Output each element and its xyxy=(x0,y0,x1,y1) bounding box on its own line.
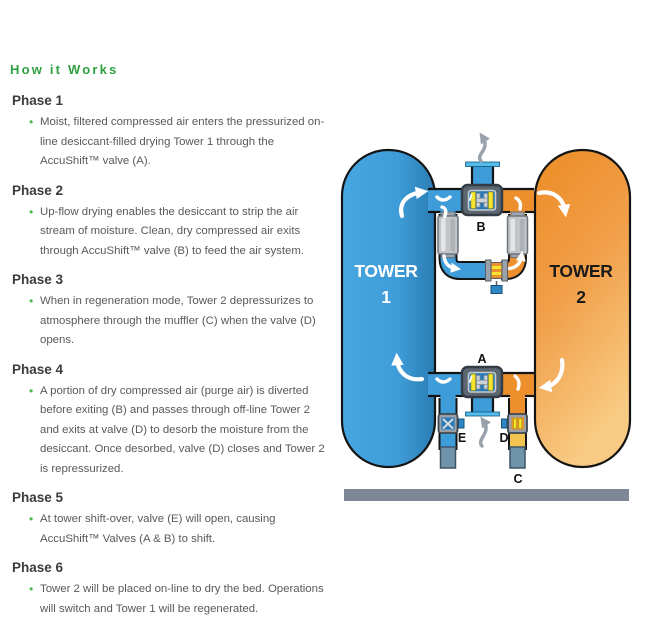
muffler-c-label: C xyxy=(513,472,523,486)
bullet-icon: • xyxy=(29,204,34,219)
purge-exhaust-arrow xyxy=(481,421,486,446)
page-title: How it Works xyxy=(10,62,119,77)
phase-2-title: Phase 2 xyxy=(12,182,64,198)
solenoid-tab-d xyxy=(502,419,508,428)
phase-3-row xyxy=(12,292,332,351)
exhaust-flange-bottom xyxy=(466,412,500,416)
muffler-left xyxy=(441,447,456,468)
valve-a-label: A xyxy=(477,352,487,366)
purge-orifice-valve xyxy=(486,260,508,294)
phase-4-section xyxy=(12,362,332,480)
tower-2-number: 2 xyxy=(576,287,586,307)
bullet-icon: • xyxy=(29,512,34,526)
tower-1-vessel xyxy=(342,150,435,467)
phase-4-title: Phase 4 xyxy=(12,361,64,377)
phase-6-row xyxy=(12,580,332,619)
accushift-valve-b xyxy=(462,162,502,215)
phase-5-title: Phase 5 xyxy=(12,490,64,505)
phase-2-row xyxy=(12,203,332,262)
bullet-icon: • xyxy=(29,294,34,308)
phase-5-section xyxy=(12,490,332,549)
exhaust-flange-top xyxy=(466,162,500,167)
tower-1-label: TOWER xyxy=(354,261,418,281)
phase-3-text: When in regeneration mode, Tower 2 depressurizes to atmosphere through the muffler (C) when the valve (D) opens. xyxy=(40,295,316,346)
phase-1-section xyxy=(12,93,332,172)
how-it-works-panel xyxy=(10,62,332,630)
phase-5-row xyxy=(12,510,332,549)
phase-5-text: At tower shift-over, valve (E) will open, causing AccuShift™ Valves (A & B) to shift. xyxy=(40,513,276,545)
floor-bar xyxy=(344,489,629,501)
tower-1-number: 1 xyxy=(381,287,391,307)
tower-2-vessel xyxy=(535,150,630,467)
tower-2-label: TOWER xyxy=(549,261,613,281)
phase-3-section xyxy=(12,272,332,351)
phase-1-row xyxy=(12,113,332,172)
phase-1-title: Phase 1 xyxy=(12,93,64,108)
phase-2-text: Up-flow drying enables the desiccant to strip the air stream of moisture. Clean, dry compressed air exits through AccuShift™ valve (B) to feed the air system. xyxy=(40,205,305,257)
check-valve-left xyxy=(438,212,458,258)
dryer-diagram xyxy=(330,130,650,510)
phase-4-row xyxy=(12,382,332,480)
bullet-icon: • xyxy=(29,115,34,129)
phase-3-title: Phase 3 xyxy=(12,272,64,287)
accushift-valve-a xyxy=(462,367,502,416)
solenoid-tab-e xyxy=(459,419,465,428)
exhaust-air-arrow-top xyxy=(480,137,485,161)
muffler-right xyxy=(510,447,525,468)
valve-b-label: B xyxy=(476,220,486,234)
phase-4-text: A portion of dry compressed air (purge air) is diverted before exiting (B) and passes through off-line Tower 2 and exits at valve (D) to desorb the moisture from the desiccant. Once desorbed, valve (D) closes and Tower 2 is repressurized. xyxy=(40,384,325,475)
phase-6-section xyxy=(12,560,332,619)
phase-2-section xyxy=(12,183,332,262)
phase-1-text: Moist, filtered compressed air enters the pressurized on-line desiccant-filled drying Tower 1 through the AccuShift™ valve (A). xyxy=(40,116,325,167)
bullet-icon: • xyxy=(29,383,34,398)
phase-6-title: Phase 6 xyxy=(12,560,64,575)
phase-6-text: Tower 2 will be placed on-line to dry the bed. Operations will switch and Tower 1 will be regenerated. xyxy=(40,583,324,615)
check-valve-right xyxy=(508,212,528,258)
valve-d-label: D xyxy=(499,431,509,445)
valve-e-label: E xyxy=(457,431,467,445)
bullet-icon: • xyxy=(29,582,34,596)
